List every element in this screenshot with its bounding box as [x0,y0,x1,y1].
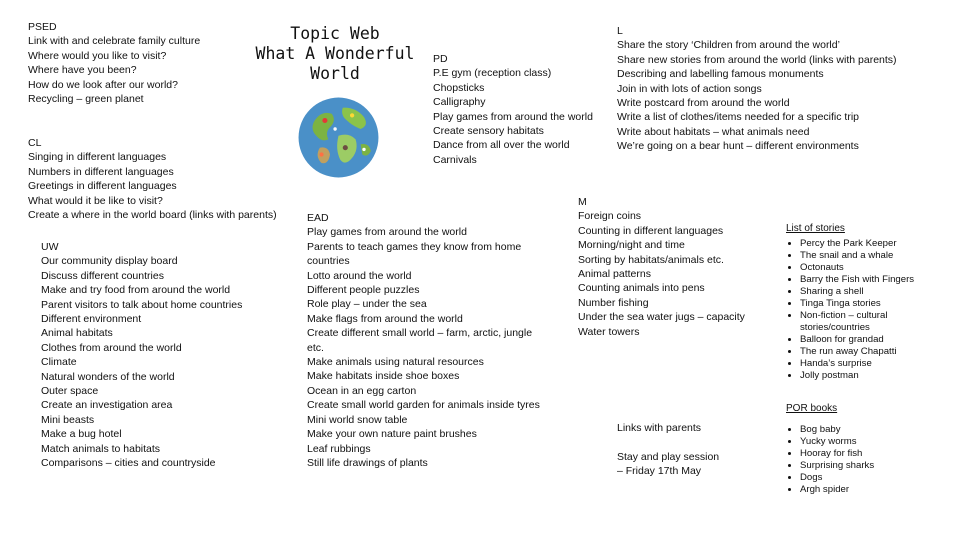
stay-and-play [617,450,719,479]
l-line: Share new stories from around the world (links with parents) [617,53,897,66]
uw-heading: UW [41,241,59,253]
ead-line: Make flags from around the world [307,312,463,325]
ead-line: Make your own nature paint brushes [307,428,477,441]
links-heading: Links with parents [617,422,702,434]
ead-line: Create small world garden for animals inside tyres [307,399,540,412]
uw-line: Create an investigation area [41,399,173,412]
m-heading: M [578,196,587,208]
cl-line: Create a where in the world board (links with parents) [28,209,277,222]
psed-block [28,20,200,106]
m-line: Sorting by habitats/animals etc. [578,253,724,266]
story-item: • Jolly postman [800,370,930,382]
uw-line: Mini beasts [41,413,95,426]
ead-line: Leaf rubbings [307,442,371,455]
uw-line: Discuss different countries [41,269,164,282]
por-item: • Surprising sharks [800,460,874,472]
story-item: • Barry the Fish with Fingers [800,274,930,286]
ead-line: Mini world snow table [307,413,408,426]
uw-block [41,240,242,471]
story-item: • Non-fiction – cultural stories/countries [800,310,930,334]
ead-line: Ocean in an egg carton [307,384,417,397]
ead-block [307,211,540,470]
pd-line: Play games from around the world [433,110,593,123]
story-item: • The snail and a whale [800,250,930,262]
story-item: • Tinga Tinga stories [800,298,930,310]
uw-line: Outer space [41,385,99,398]
ead-line: Play games from around the world [307,226,467,239]
uw-line: Make a bug hotel [41,428,122,441]
por-books-list [786,403,874,496]
story-item: • The run away Chapatti [800,346,930,358]
psed-line: Where would you like to visit? [28,49,167,62]
m-line: Counting in different languages [578,224,724,237]
ead-line: Different people puzzles [307,284,420,297]
pd-line: Chopsticks [433,81,485,94]
cl-block [28,136,277,222]
story-item: • Percy the Park Keeper [800,238,930,250]
stay-play-date: – Friday 17th May [617,465,702,478]
l-line: Share the story ‘Children from around the world’ [617,39,840,52]
ead-line: Parents to teach games they know from home [307,240,522,253]
pd-block [433,52,593,167]
m-line: Morning/night and time [578,239,685,252]
m-line: Water towers [578,325,640,338]
por-item: • Argh spider [800,484,874,496]
l-line: Describing and labelling famous monuments [617,68,824,81]
cl-line: Greetings in different languages [28,180,177,193]
links-with-parents [617,421,701,435]
cl-line: Singing in different languages [28,151,167,164]
stay-play-line: Stay and play session [617,451,720,463]
m-line: Animal patterns [578,268,651,281]
l-line: We’re going on a bear hunt – different environments [617,140,859,153]
pd-heading: PD [433,53,448,65]
l-line: Write about habitats – what animals need [617,125,810,138]
por-item: • Yucky worms [800,436,874,448]
cl-line: Numbers in different languages [28,165,174,178]
cl-heading: CL [28,137,42,149]
title-line-1: Topic Web [290,24,380,43]
story-item: • Handa’s surprise [800,358,930,370]
ead-line: Make animals using natural resources [307,356,484,369]
l-line: Join in with lots of action songs [617,82,762,95]
ead-line: etc. [307,341,324,354]
psed-line: Where have you been? [28,64,137,77]
psed-heading: PSED [28,21,57,33]
l-block [617,24,897,154]
pd-line: P.E gym (reception class) [433,67,552,80]
cl-line: What would it be like to visit? [28,194,163,207]
uw-line: Natural wonders of the world [41,370,175,383]
pd-line: Create sensory habitats [433,125,544,138]
por-heading: POR books [786,403,838,414]
uw-line: Parent visitors to talk about home countries [41,298,243,311]
por-item: • Dogs [800,472,874,484]
story-item: • Sharing a shell [800,286,930,298]
stories-heading: List of stories [786,223,845,234]
ead-heading: EAD [307,212,329,224]
world-globe-image [296,95,381,180]
por-item: • Bog baby [800,424,874,436]
uw-line: Climate [41,356,77,369]
psed-line: How do we look after our world? [28,78,178,91]
title-line-2: What A Wonderful [255,44,415,63]
uw-line: Comparisons – cities and countryside [41,457,216,470]
pd-line: Calligraphy [433,96,486,109]
story-item: • Balloon for grandad [800,334,930,346]
story-item: • Octonauts [800,262,930,274]
uw-line: Animal habitats [41,327,113,340]
m-line: Under the sea water jugs – capacity [578,311,745,324]
ead-line: countries [307,255,350,268]
title-line-3: World [310,64,360,83]
uw-line: Make and try food from around the world [41,284,231,297]
psed-line: Recycling – green planet [28,93,144,106]
topic-web-title [250,24,420,84]
m-block [578,195,745,339]
l-line: Write postcard from around the world [617,97,790,110]
uw-line: Clothes from around the world [41,341,182,354]
stories-list [786,223,930,382]
por-item: • Hooray for fish [800,448,874,460]
l-heading: L [617,25,623,37]
m-line: Counting animals into pens [578,282,705,295]
psed-line: Link with and celebrate family culture [28,35,201,48]
uw-line: Our community display board [41,255,178,268]
ead-line: Make habitats inside shoe boxes [307,370,460,383]
uw-line: Different environment [41,313,142,326]
m-line: Foreign coins [578,210,642,223]
m-line: Number fishing [578,296,649,309]
pd-line: Dance from all over the world [433,139,570,152]
l-line: Write a list of clothes/items needed for a specific trip [617,111,859,124]
ead-line: Role play – under the sea [307,298,427,311]
pd-line: Carnivals [433,153,477,166]
uw-line: Match animals to habitats [41,442,161,455]
ead-line: Create different small world – farm, arctic, jungle [307,327,533,340]
ead-line: Lotto around the world [307,269,412,282]
ead-line: Still life drawings of plants [307,456,428,469]
